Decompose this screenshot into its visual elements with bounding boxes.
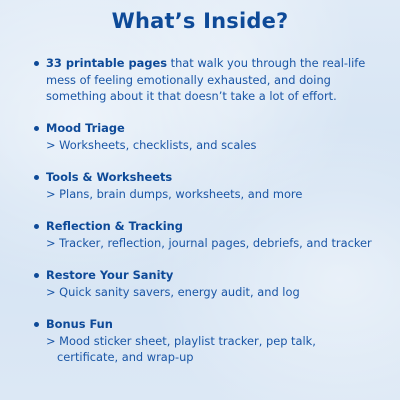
intro-line-3: something about it that doesn’t take a lot of effort. — [46, 89, 337, 103]
section-heading-row — [34, 267, 384, 284]
section-bonus-fun — [34, 316, 384, 366]
section-heading: Reflection & Tracking — [46, 219, 183, 233]
page-title: What’s Inside? — [111, 9, 289, 33]
section-heading-row — [34, 120, 384, 137]
section-detail: > Tracker, reflection, journal pages, debriefs, and tracker — [46, 235, 372, 250]
bullet-icon — [34, 126, 39, 131]
intro-text-1: that walk you through the real-life — [166, 56, 366, 70]
section-heading-row — [34, 316, 384, 333]
section-heading-row — [34, 169, 384, 186]
section-detail: > Mood sticker sheet, playlist tracker, pep talk, — [46, 333, 316, 348]
section-detail-2: certificate, and wrap-up — [57, 350, 194, 364]
bullet-icon — [34, 175, 39, 180]
bullet-icon — [34, 61, 39, 66]
section-tools-worksheets — [34, 169, 384, 202]
section-detail: > Worksheets, checklists, and scales — [46, 137, 257, 152]
section-mood-triage — [34, 120, 384, 153]
section-heading: Bonus Fun — [46, 317, 113, 331]
bullet-icon — [34, 322, 39, 327]
section-reflection-tracking — [34, 218, 384, 251]
intro-section — [34, 55, 384, 105]
section-detail-continued — [34, 349, 384, 366]
section-restore-sanity — [34, 267, 384, 300]
bullet-icon — [34, 224, 39, 229]
bullet-icon — [34, 273, 39, 278]
intro-line-1 — [34, 55, 384, 72]
section-heading-row — [34, 218, 384, 235]
section-heading: Restore Your Sanity — [46, 268, 174, 282]
section-detail: > Quick sanity savers, energy audit, and log — [46, 284, 300, 299]
section-detail: > Plans, brain dumps, worksheets, and more — [46, 186, 303, 201]
section-heading: Tools & Worksheets — [46, 170, 173, 184]
intro-line-2: mess of feeling emotionally exhausted, and doing — [46, 72, 331, 87]
intro-lead: 33 printable pages — [46, 56, 167, 70]
section-heading: Mood Triage — [46, 121, 125, 135]
